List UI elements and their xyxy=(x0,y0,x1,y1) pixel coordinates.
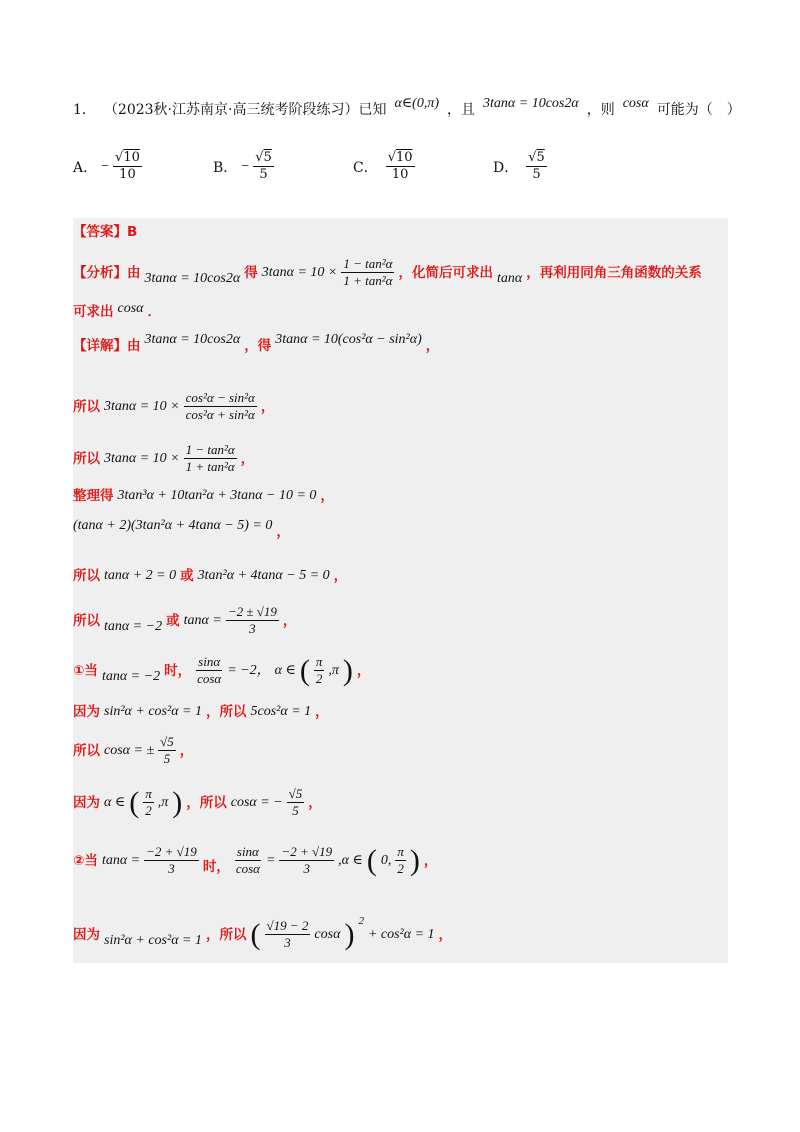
equation: α ∈ xyxy=(104,794,126,810)
numerator: √5 xyxy=(288,786,303,801)
denominator: 3 xyxy=(303,861,311,876)
equation: 3tanα = 10cos2α xyxy=(144,332,241,347)
denominator: 3 xyxy=(249,621,256,636)
step-3 xyxy=(73,486,728,506)
case-2-identity: 因为 sin²α + cos²α = 1 ，所以 ( $\frac{√19 - 2}{3}$ cosα ) 2 + cos²α = 1 ， xyxy=(73,918,728,951)
text: 所以 xyxy=(73,450,100,467)
numerator: π xyxy=(315,654,323,669)
equation: tanα = xyxy=(101,852,141,868)
text: 时， xyxy=(164,662,192,679)
step-5 xyxy=(73,566,728,586)
fraction xyxy=(184,390,257,423)
equation: tanα + 2 = 0 xyxy=(104,568,177,583)
option-sign: − xyxy=(241,158,250,174)
equation: + cos²α = 1 xyxy=(367,926,435,942)
text: ， xyxy=(423,852,438,869)
option-fraction: $\frac{√10}{10}$ xyxy=(115,150,140,182)
equation: cosα xyxy=(314,926,341,942)
denominator: 2 xyxy=(315,671,323,686)
numerator: −2 + √19 xyxy=(146,844,197,859)
numerator: 1 − tan²α xyxy=(343,256,393,271)
numerator: 1 − tan²α xyxy=(185,442,235,457)
equation: α ∈ xyxy=(274,662,296,678)
denominator: 3 xyxy=(284,935,291,950)
step-2 xyxy=(73,442,728,475)
question-number: 1． xyxy=(73,102,96,118)
option-fraction: $\frac{√5}{5}$ xyxy=(255,150,272,182)
equation: cosα = − xyxy=(230,794,283,810)
option-denominator: 10 xyxy=(119,167,136,182)
text: 所以 xyxy=(73,568,100,584)
denominator: 2 xyxy=(145,803,152,818)
case-1-final: 因为 α ∈ ( $\frac{\pi}{2}$ ,π ) ，所以 cosα = − $\frac{√5}{5}$ ， xyxy=(73,785,322,819)
text: 时， xyxy=(202,858,230,875)
text: ，所以 xyxy=(186,794,227,811)
text: ， xyxy=(282,612,297,629)
separator: ，且 xyxy=(447,102,476,118)
text: 所以 xyxy=(73,612,100,629)
numerator: sinα xyxy=(236,844,259,859)
condition-range: α∈(0,π) xyxy=(394,96,440,111)
case-2: ②当 tanα = $\frac{-2 + √19}{3}$ 时， $\frac{\sin\alpha}{\cos\alpha}$ = $\frac{-2 + √19}{3}$ ,α ∈ ( 0, $\frac{\pi}{2}$ ) ， xyxy=(73,843,438,877)
condition-equation: 3tanα = 10cos2α xyxy=(483,96,579,111)
equation: cosα xyxy=(117,301,144,316)
text: ，所以 xyxy=(206,926,247,943)
equation: 3tan³α + 10tan²α + 3tanα − 10 = 0 xyxy=(117,488,317,503)
separator: ，则 xyxy=(586,102,615,118)
equation: 3tanα = 10 × xyxy=(104,450,180,466)
text: 所以 xyxy=(73,398,100,415)
text: 或 xyxy=(166,612,180,629)
case-1-identity xyxy=(73,702,728,722)
text: 或 xyxy=(180,568,194,584)
text: ， xyxy=(315,704,329,720)
equation: 0, xyxy=(380,852,392,868)
step-1 xyxy=(73,390,728,423)
text: ，再利用同角三角函数的关系 xyxy=(526,264,702,281)
equation: (tanα + 2)(3tan²α + 4tanα − 5) = 0 xyxy=(73,518,273,533)
fraction xyxy=(287,786,305,819)
text: ， xyxy=(425,338,440,354)
option-label: A． xyxy=(73,159,98,176)
option-fraction: $\frac{√5}{5}$ xyxy=(528,150,545,182)
answer-options xyxy=(73,150,733,192)
analysis-line-2 xyxy=(73,302,728,322)
denominator: cosα xyxy=(197,671,222,686)
fraction xyxy=(184,442,237,475)
exponent: 2 xyxy=(358,914,364,927)
text: 因为 xyxy=(73,704,100,720)
text: 整理得 xyxy=(73,488,114,504)
equation: 3tanα = 10 × xyxy=(104,398,180,414)
denominator: cosα xyxy=(235,861,260,876)
text: ， xyxy=(333,568,348,584)
equation: sin²α + cos²α = 1 xyxy=(104,704,202,719)
option-denominator: 5 xyxy=(259,167,268,182)
equation: tanα = −2 xyxy=(104,618,163,634)
option-label: B． xyxy=(213,159,238,176)
text: 所以 xyxy=(73,742,100,759)
solution-box xyxy=(73,218,728,963)
case-1: ①当 tanα = −2 时， $\frac{\sin\alpha}{\cos\alpha}$ = −2， α ∈ ( $\frac{\pi}{2}$ ,π ) ， xyxy=(73,653,371,687)
equation: ,π xyxy=(328,662,339,678)
step-4 xyxy=(73,516,728,540)
analysis-label: 【分析】由 xyxy=(73,264,141,281)
text: ，得 xyxy=(244,338,272,354)
option-denominator: 5 xyxy=(532,167,541,182)
equation: 3tanα = 10 × xyxy=(261,264,338,280)
fraction xyxy=(341,256,394,289)
numerator: √5 xyxy=(160,734,174,749)
option-a[interactable] xyxy=(73,150,142,183)
text: ，化简后可求出 xyxy=(398,264,493,281)
option-b[interactable] xyxy=(213,150,274,183)
case-label: ①当 xyxy=(73,662,98,679)
equation: sin²α + cos²α = 1 xyxy=(104,932,202,948)
denominator: 2 xyxy=(397,861,404,876)
text: ， xyxy=(240,450,255,467)
denominator: 1 + tan²α xyxy=(343,273,393,288)
analysis-line xyxy=(73,256,728,289)
numerator: π xyxy=(145,786,152,801)
option-label: D． xyxy=(493,159,519,176)
detail-label: 【详解】由 xyxy=(73,338,141,354)
numerator: π xyxy=(397,844,404,859)
text: ， xyxy=(179,742,194,759)
fraction xyxy=(395,844,406,877)
option-d[interactable] xyxy=(493,150,547,183)
equation: 3tanα = 10(cos²α − sin²α) xyxy=(275,332,422,347)
text: ， xyxy=(320,488,334,504)
text: ， xyxy=(276,524,290,540)
denominator: 5 xyxy=(292,803,299,818)
fraction xyxy=(226,604,279,637)
case-1-result xyxy=(73,734,728,767)
question-source: （2023秋·江苏南京·高三统考阶段练习）已知 xyxy=(103,102,387,118)
text: ， xyxy=(308,794,322,811)
case-label: ②当 xyxy=(73,852,98,869)
equation: 3tanα = 10cos2α xyxy=(144,270,241,286)
equation: cosα = ± xyxy=(104,742,155,758)
target-expression: cosα xyxy=(622,96,649,111)
text: ， xyxy=(356,662,371,679)
text: ， xyxy=(438,926,453,943)
text: ， xyxy=(260,398,275,415)
option-numerator: 5 xyxy=(536,150,545,165)
option-fraction: $\frac{√10}{10}$ xyxy=(387,150,413,182)
question-tail: 可能为（ ） xyxy=(656,102,741,118)
text: 得 xyxy=(244,264,258,281)
equation: tanα = xyxy=(183,612,222,628)
option-numerator: 10 xyxy=(123,150,140,165)
fraction xyxy=(143,786,154,819)
answer-label: 【答案】B xyxy=(73,224,138,240)
fraction xyxy=(279,844,334,877)
answer-line xyxy=(73,222,728,242)
text: 因为 xyxy=(73,794,100,811)
fraction xyxy=(158,734,176,767)
option-numerator: 10 xyxy=(396,150,413,165)
equation: ,π xyxy=(157,794,169,810)
denominator: 3 xyxy=(168,861,175,876)
step-6 xyxy=(73,604,728,637)
numerator: −2 ± √19 xyxy=(227,604,277,619)
denominator: 5 xyxy=(163,751,171,766)
question-1 xyxy=(73,96,741,120)
denominator: cos²α + sin²α xyxy=(185,407,255,422)
numerator: cos²α − sin²α xyxy=(185,390,255,405)
numerator: sinα xyxy=(198,654,221,669)
fraction xyxy=(234,844,262,877)
text: ，所以 xyxy=(206,704,247,720)
detail-line xyxy=(73,332,728,356)
denominator: 1 + tan²α xyxy=(185,459,235,474)
text: 因为 xyxy=(73,926,100,943)
option-sign: − xyxy=(101,158,110,174)
numerator: √19 − 2 xyxy=(266,918,309,933)
fraction xyxy=(195,654,223,687)
fraction xyxy=(265,918,311,951)
equation: 5cos²α = 1 xyxy=(250,704,312,719)
numerator: −2 + √19 xyxy=(281,844,333,859)
option-label: C． xyxy=(353,159,378,176)
fraction xyxy=(144,844,199,877)
equation: = −2， xyxy=(227,662,271,678)
equation: ,α ∈ xyxy=(338,852,363,868)
option-denominator: 10 xyxy=(391,167,409,182)
fraction xyxy=(314,654,325,687)
equation: tanα = −2 xyxy=(101,668,161,684)
text: ． xyxy=(147,304,162,320)
option-c[interactable] xyxy=(353,150,415,183)
text: 可求出 xyxy=(73,304,114,320)
equation: tanα xyxy=(496,270,523,286)
equation: 3tan²α + 4tanα − 5 = 0 xyxy=(197,568,330,583)
option-numerator: 5 xyxy=(263,150,272,165)
equation: = xyxy=(265,852,276,868)
